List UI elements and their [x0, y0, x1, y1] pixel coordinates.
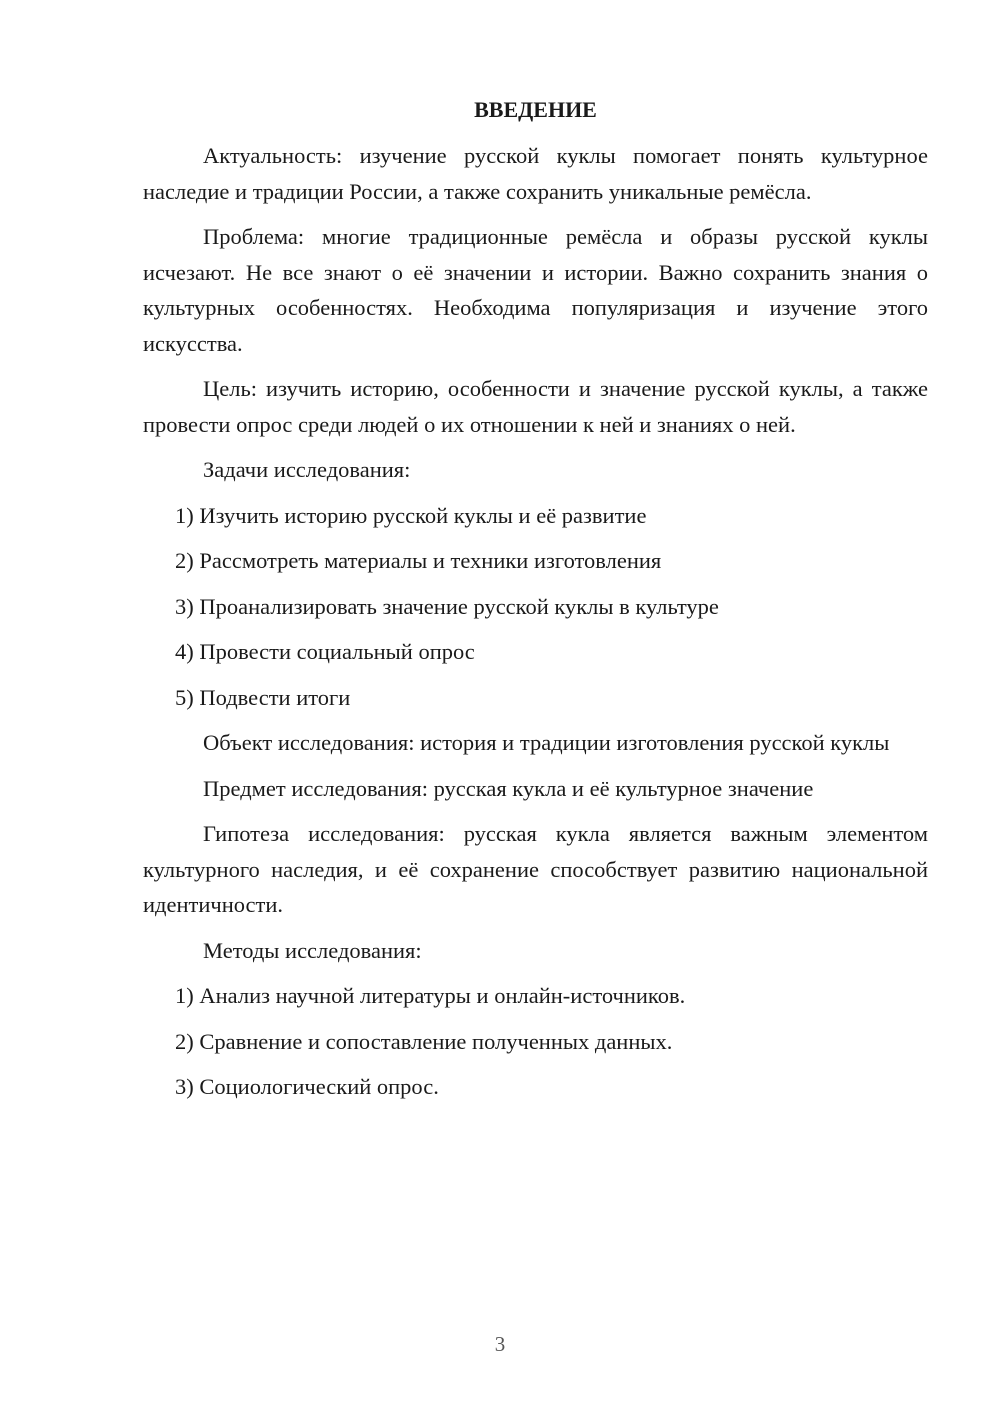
- goal-paragraph: Цель: изучить историю, особенности и значение русской куклы, а также провести опрос среди людей о их отношении к ней и знаниях о ней.: [143, 376, 928, 437]
- methods-heading: Методы исследования:: [203, 937, 422, 963]
- page-title: ВВЕДЕНИЕ: [474, 97, 597, 122]
- method-item: 2) Сравнение и сопоставление полученных данных.: [175, 1028, 673, 1054]
- task-item: 3) Проанализировать значение русской куклы в культуре: [175, 593, 719, 619]
- tasks-heading: Задачи исследования:: [203, 457, 411, 482]
- task-item: 1) Изучить историю русской куклы и её развитие: [175, 502, 647, 528]
- method-item: 3) Социологический опрос.: [175, 1074, 439, 1099]
- task-item: 2) Рассмотреть материалы и техники изготовления: [175, 548, 662, 573]
- method-item: 1) Анализ научной литературы и онлайн-источников.: [175, 983, 686, 1008]
- problem-paragraph: Проблема: многие традиционные ремёсла и образы русской куклы исчезают. Не все знают о её значении и истории. Важно сохранить знания о культурных особенностях. Необходима популяризация и изучение этого искусства.: [143, 224, 928, 356]
- object-paragraph: Объект исследования: история и традиции изготовления русской куклы: [203, 730, 890, 755]
- document-page: [143, 92, 928, 1115]
- subject-paragraph: Предмет исследования: русская кукла и её культурное значение: [203, 775, 814, 801]
- relevance-paragraph: Актуальность: изучение русской куклы помогает понять культурное наследие и традиции России, а также сохранить уникальные ремёсла.: [143, 143, 928, 204]
- task-item: 4) Провести социальный опрос: [175, 639, 475, 664]
- hypothesis-paragraph: Гипотеза исследования: русская кукла является важным элементом культурного наследия, и её сохранение способствует развитию национальной идентичности.: [143, 821, 928, 917]
- task-item: 5) Подвести итоги: [175, 684, 351, 710]
- page-number: 3: [494, 1332, 506, 1356]
